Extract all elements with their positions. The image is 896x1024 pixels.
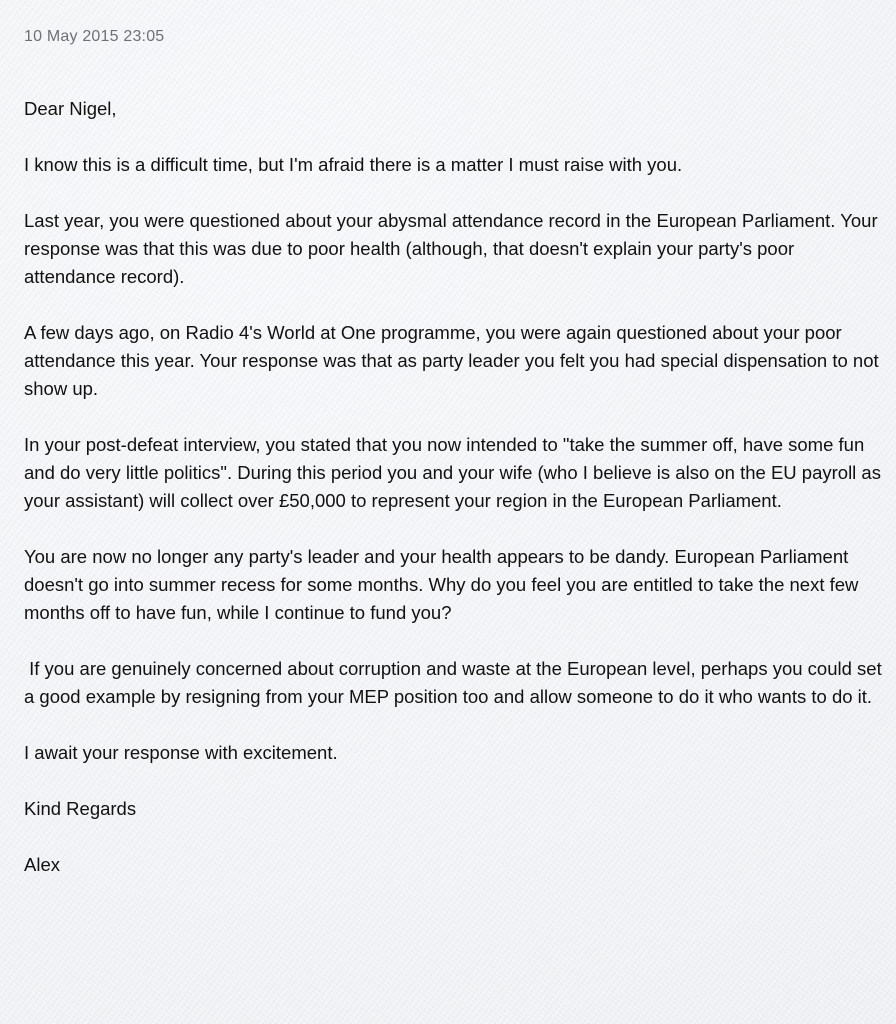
note-salutation: Dear Nigel, [24, 98, 117, 119]
note-timestamp: 10 May 2015 23:05 [24, 28, 165, 45]
note-paragraph: Last year, you were questioned about your abysmal attendance record in the European Parliament. Your response was that this was due to poor health (although, that doesn't explain your party's poor attendance record). [24, 210, 883, 287]
note-signature: Alex [24, 854, 60, 875]
note-paragraph: You are now no longer any party's leader and your health appears to be dandy. European Parliament doesn't go into summer recess for some months. Why do you feel you are entitled to take the next few months off to have fun, while I continue to fund you? [24, 546, 864, 623]
note-closing: Kind Regards [24, 798, 137, 819]
note-paragraph: I know this is a difficult time, but I'm afraid there is a matter I must raise with you. [24, 154, 683, 175]
note-paragraph: If you are genuinely concerned about corruption and waste at the European level, perhaps you could set a good example by resigning from your MEP position too and allow someone to do it who wants to do it. [24, 658, 887, 707]
note-body[interactable] [24, 95, 887, 907]
note-paragraph: I await your response with excitement. [24, 742, 338, 763]
note-paragraph: In your post-defeat interview, you stated that you now intended to "take the summer off, have some fun and do very little politics". During this period you and your wife (who I believe is also on the EU payroll as your assistant) will collect over £50,000 to represent your region in the European Parliament. [24, 434, 887, 511]
note-paragraph: A few days ago, on Radio 4's World at One programme, you were again questioned about your poor attendance this year. Your response was that as party leader you felt you had special dispensation to not show up. [24, 322, 884, 399]
